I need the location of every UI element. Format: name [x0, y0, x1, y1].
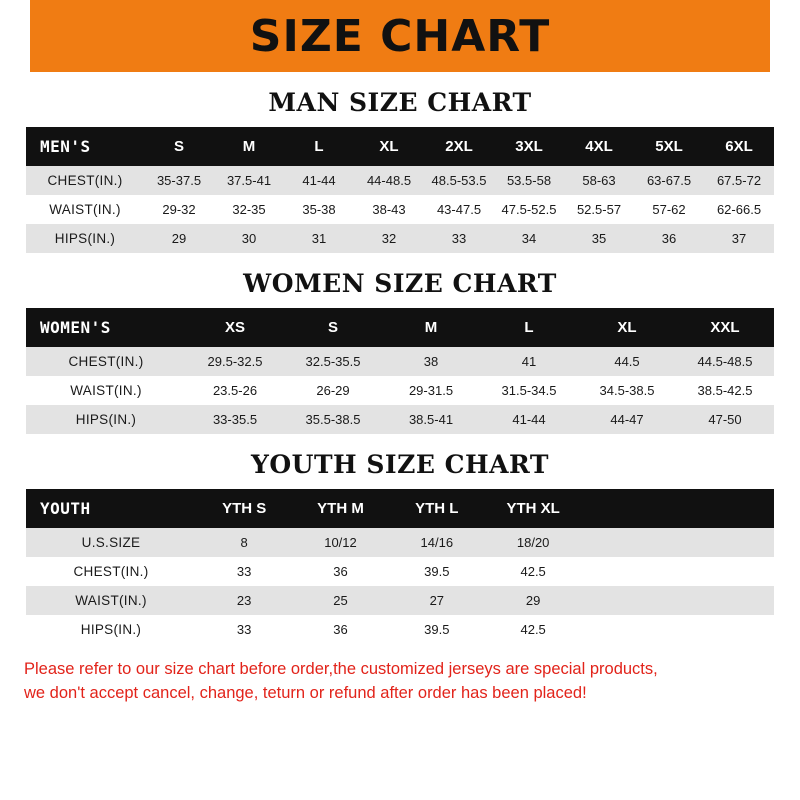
column-header: XL	[578, 308, 676, 347]
cell: 23	[236, 593, 252, 608]
women-section-title: WOMEN SIZE CHART	[243, 269, 557, 298]
cell: 30	[241, 231, 257, 246]
column-header	[678, 489, 774, 528]
youth-section-title: YOUTH SIZE CHART	[251, 450, 549, 479]
cell: 47.5-52.5	[501, 202, 557, 217]
cell: 39.5	[424, 564, 450, 579]
cell: 35.5-38.5	[305, 412, 361, 427]
column-header: 6XL	[704, 127, 774, 166]
women-size-table	[26, 308, 774, 434]
header-band	[0, 0, 800, 72]
cell: 38.5-41	[408, 412, 454, 427]
cell: 23.5-26	[212, 383, 258, 398]
column-header: S	[144, 127, 214, 166]
cell: 29	[171, 231, 187, 246]
cell: 47-50	[708, 412, 742, 427]
cell	[678, 528, 774, 557]
cell: 26-29	[316, 383, 350, 398]
column-header: XXL	[676, 308, 774, 347]
cell: 63-67.5	[646, 173, 692, 188]
cell: 37	[731, 231, 747, 246]
column-header: M	[214, 127, 284, 166]
youth-size-table	[26, 489, 774, 644]
column-header: 2XL	[424, 127, 494, 166]
cell: 29.5-32.5	[207, 354, 263, 369]
header-left-spacer	[0, 0, 30, 72]
table-header-row	[26, 489, 774, 528]
cell: 38	[423, 354, 439, 369]
footer-line-2: we don't accept cancel, change, teturn or refund after order has been placed!	[24, 683, 587, 702]
row-label: HIPS(IN.)	[75, 412, 137, 427]
column-header: 5XL	[634, 127, 704, 166]
table-row	[26, 586, 774, 615]
cell: 42.5	[520, 622, 546, 637]
column-header: S	[284, 308, 382, 347]
cell: 41-44	[302, 173, 336, 188]
row-label: HIPS(IN.)	[54, 231, 116, 246]
column-header: XS	[186, 308, 284, 347]
cell: 58-63	[582, 173, 616, 188]
cell: 44-47	[610, 412, 644, 427]
footer-line-1: Please refer to our size chart before order,the customized jerseys are special products,	[24, 660, 658, 678]
women-row-header-label: WOMEN'S	[26, 308, 186, 347]
row-label: CHEST(IN.)	[47, 173, 123, 188]
youth-row-header-label: YOUTH	[26, 489, 196, 528]
cell: 32	[381, 231, 397, 246]
cell	[678, 557, 774, 586]
cell	[581, 557, 677, 586]
cell: 18/20	[516, 535, 550, 550]
row-label: CHEST(IN.)	[73, 564, 149, 579]
cell: 10/12	[324, 535, 357, 550]
cell	[581, 586, 677, 615]
cell: 32-35	[232, 202, 266, 217]
row-label: WAIST(IN.)	[75, 593, 147, 608]
cell: 67.5-72	[716, 173, 762, 188]
men-section-title: MAN SIZE CHART	[268, 88, 532, 117]
cell: 33-35.5	[212, 412, 258, 427]
cell: 57-62	[652, 202, 686, 217]
men-size-table	[26, 127, 774, 253]
cell: 32.5-35.5	[305, 354, 361, 369]
column-header: 4XL	[564, 127, 634, 166]
cell: 29	[525, 593, 541, 608]
cell: 39.5	[424, 622, 450, 637]
cell	[581, 528, 677, 557]
cell: 27	[429, 593, 445, 608]
column-header: M	[382, 308, 480, 347]
header-right-spacer	[770, 0, 800, 72]
row-label: U.S.SIZE	[81, 535, 141, 550]
cell: 31	[311, 231, 327, 246]
cell: 8	[240, 535, 248, 550]
table-row	[26, 347, 774, 376]
women-size-section	[0, 269, 800, 434]
cell	[678, 586, 774, 615]
cell: 44.5-48.5	[697, 354, 753, 369]
cell: 42.5	[520, 564, 546, 579]
cell: 53.5-58	[506, 173, 552, 188]
cell	[678, 615, 774, 644]
table-header-row	[26, 308, 774, 347]
cell: 38.5-42.5	[697, 383, 753, 398]
column-header	[581, 489, 677, 528]
cell: 38-43	[372, 202, 406, 217]
table-row	[26, 557, 774, 586]
cell: 37.5-41	[226, 173, 272, 188]
cell: 35-38	[302, 202, 336, 217]
column-header: YTH XL	[485, 489, 581, 528]
cell: 48.5-53.5	[431, 173, 487, 188]
table-row	[26, 195, 774, 224]
cell: 35	[591, 231, 607, 246]
cell: 43-47.5	[436, 202, 482, 217]
cell: 29-32	[162, 202, 196, 217]
table-row	[26, 224, 774, 253]
cell: 52.5-57	[576, 202, 622, 217]
table-row	[26, 405, 774, 434]
cell: 33	[236, 564, 252, 579]
cell: 44-48.5	[366, 173, 412, 188]
cell: 36	[333, 564, 348, 579]
cell: 31.5-34.5	[501, 383, 557, 398]
column-header: L	[284, 127, 354, 166]
cell: 34	[521, 231, 537, 246]
cell: 29-31.5	[408, 383, 454, 398]
cell: 36	[661, 231, 677, 246]
row-label: HIPS(IN.)	[80, 622, 142, 637]
footer-disclaimer	[24, 658, 776, 706]
column-header: YTH M	[292, 489, 388, 528]
row-label: CHEST(IN.)	[68, 354, 144, 369]
table-row	[26, 615, 774, 644]
page-title: SIZE CHART	[249, 10, 551, 62]
cell: 41-44	[512, 412, 546, 427]
cell	[581, 615, 677, 644]
column-header: XL	[354, 127, 424, 166]
column-header: L	[480, 308, 578, 347]
table-row	[26, 376, 774, 405]
cell: 62-66.5	[716, 202, 762, 217]
cell: 14/16	[420, 535, 454, 550]
cell: 25	[333, 593, 348, 608]
cell: 33	[236, 622, 252, 637]
cell: 36	[333, 622, 348, 637]
cell: 44.5	[614, 354, 640, 369]
cell: 41	[521, 354, 537, 369]
column-header: YTH S	[196, 489, 292, 528]
column-header: YTH L	[389, 489, 485, 528]
table-header-row	[26, 127, 774, 166]
column-header: 3XL	[494, 127, 564, 166]
row-label: WAIST(IN.)	[70, 383, 142, 398]
row-label: WAIST(IN.)	[49, 202, 121, 217]
cell: 34.5-38.5	[599, 383, 655, 398]
youth-size-section	[0, 450, 800, 644]
men-row-header-label: MEN'S	[26, 127, 144, 166]
table-row	[26, 528, 774, 557]
cell: 33	[451, 231, 467, 246]
table-row	[26, 166, 774, 195]
cell: 35-37.5	[156, 173, 202, 188]
men-size-section	[0, 88, 800, 253]
